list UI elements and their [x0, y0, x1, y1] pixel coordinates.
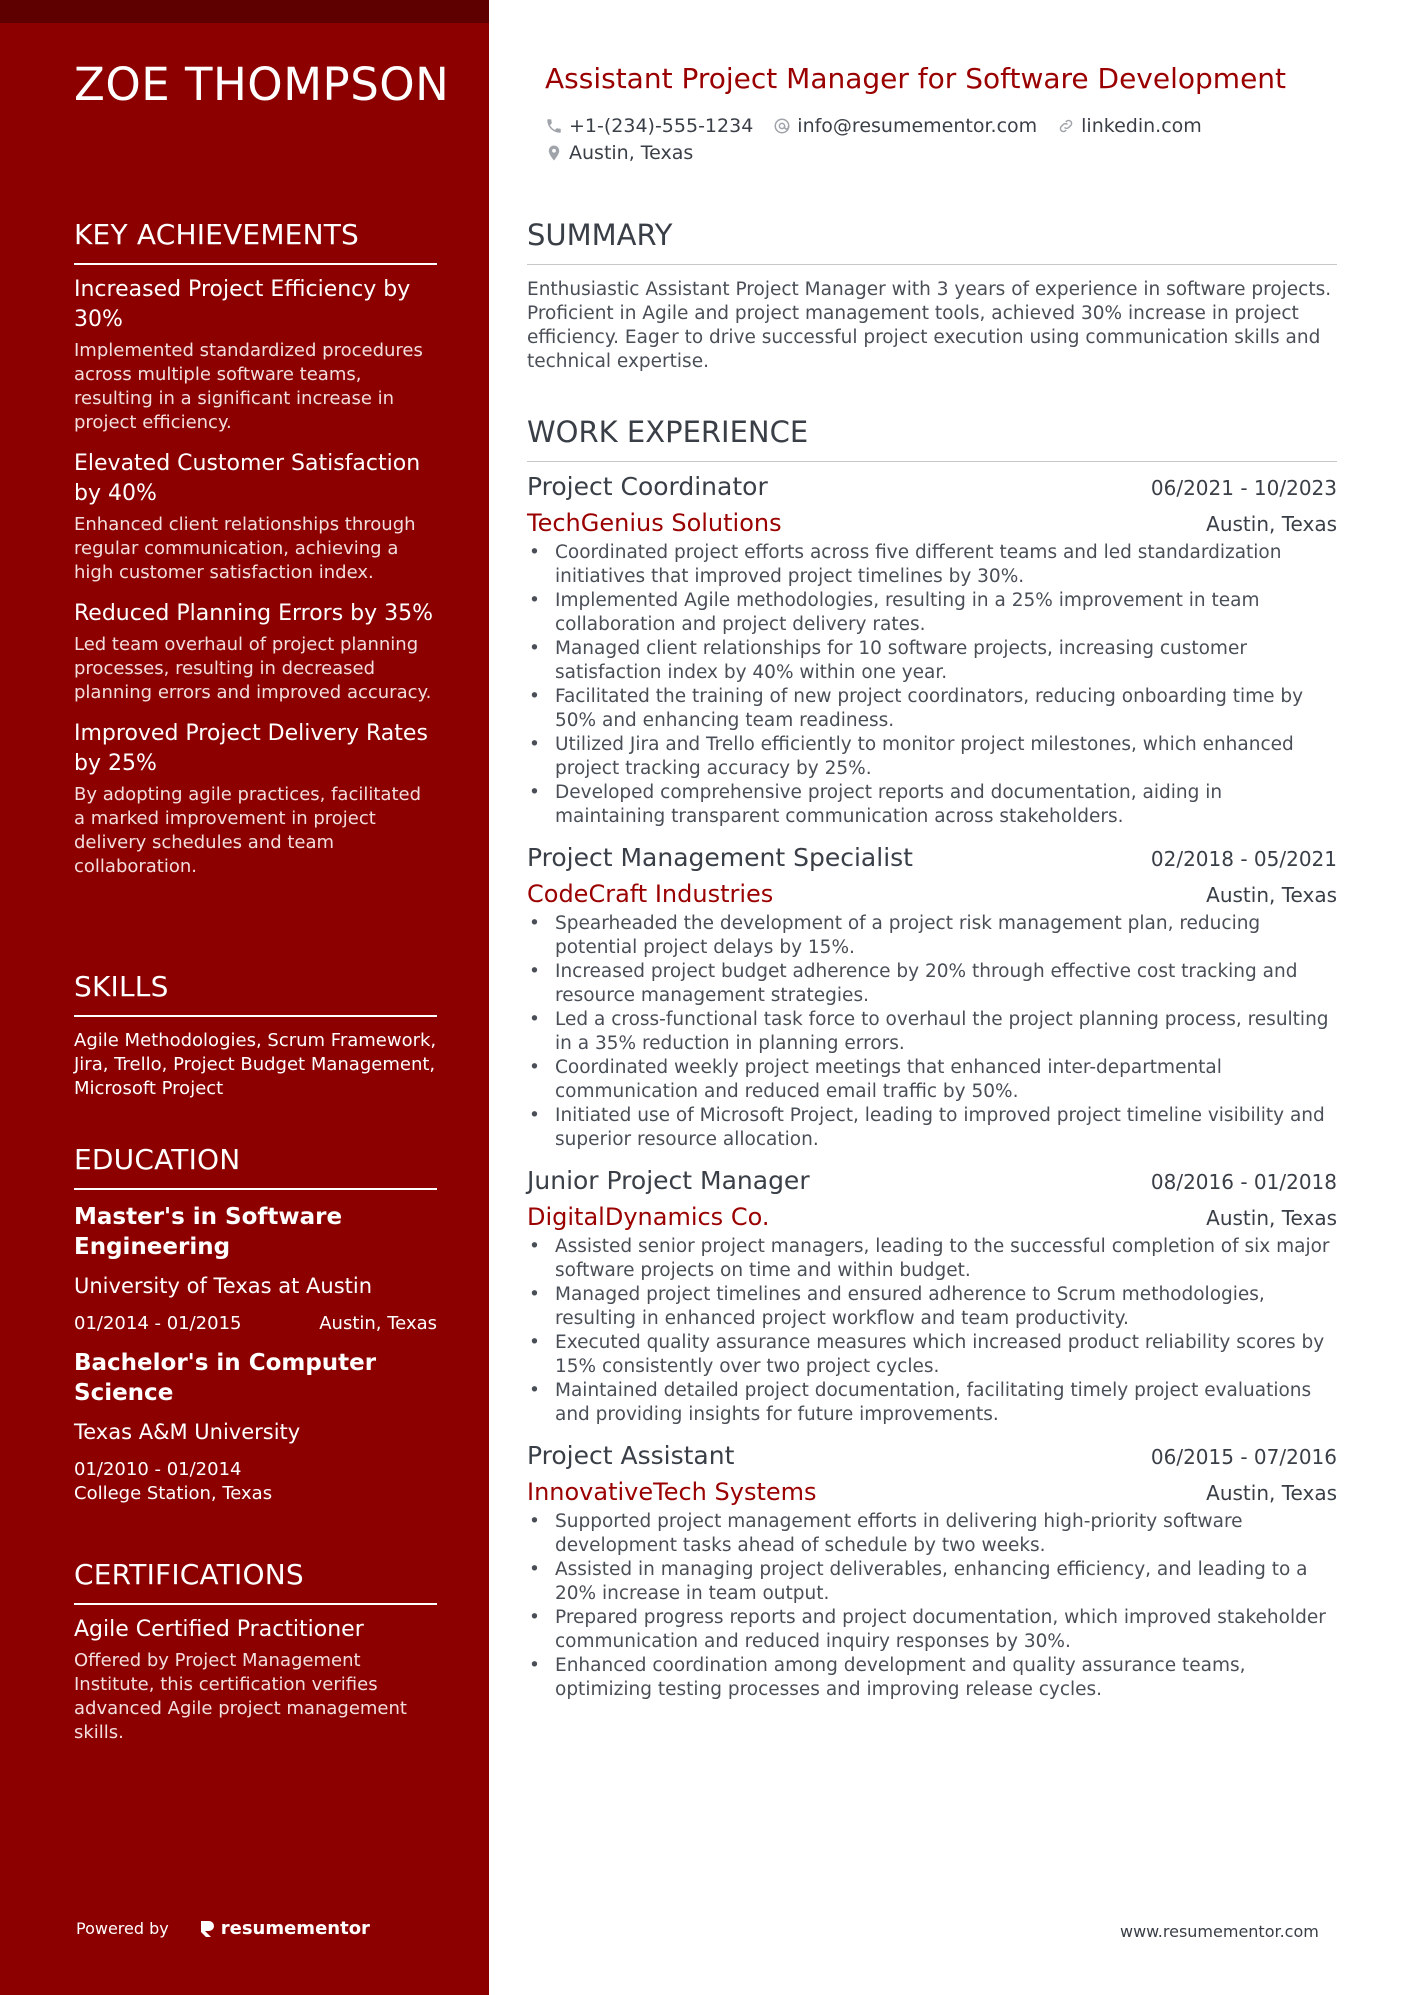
- education-school: Texas A&M University: [74, 1420, 301, 1444]
- job-bullet: • Maintained detailed project documentation, facilitating timely project evaluations and providing insights for future improvements.: [527, 1379, 1337, 1427]
- achievement-item: [74, 275, 437, 435]
- achievement-item: [74, 719, 437, 879]
- job-location: Austin, Texas: [1206, 1206, 1337, 1230]
- job-title: Assistant Project Manager for Software Development: [545, 62, 1287, 95]
- email-text: info@resumementor.com: [797, 114, 1038, 137]
- job-role: Project Assistant: [527, 1441, 735, 1470]
- powered-by-label: Powered by: [76, 1919, 169, 1938]
- achievement-title: Reduced Planning Errors by 35%: [74, 601, 434, 626]
- job-bullet: • Led a cross-functional task force to overhaul the project planning process, resulting in a 35% reduction in planning errors.: [527, 1008, 1337, 1056]
- summary-text: Enthusiastic Assistant Project Manager with 3 years of experience in software projects. Proficient in Agile and project management tools, achieved 30% increase in project efficiency. Eager to drive successful project execution using communication skills and technical expertise.: [527, 279, 1332, 372]
- education-heading: EDUCATION: [74, 1143, 437, 1190]
- location-text: Austin, Texas: [569, 141, 694, 164]
- work-experience-list: [527, 472, 1337, 1716]
- job-company: DigitalDynamics Co.: [527, 1203, 770, 1231]
- achievement-title: Improved Project Delivery Rates by 25%: [74, 721, 428, 776]
- contact-info: [545, 112, 1222, 166]
- achievement-item: [74, 599, 437, 705]
- job-bullet: • Prepared progress reports and project documentation, which improved stakeholder communication and reduced inquiry responses by 30%.: [527, 1606, 1337, 1654]
- job-dates: 02/2018 - 05/2021: [1150, 847, 1337, 871]
- job-location: Austin, Texas: [1206, 883, 1337, 907]
- job-entry: [527, 843, 1337, 1152]
- education-degree: Bachelor's in Computer Science: [74, 1350, 377, 1406]
- job-bullet: • Enhanced coordination among development and quality assurance teams, optimizing testing processes and improving release cycles.: [527, 1654, 1337, 1702]
- footer-website-link[interactable]: www.resumementor.com: [1120, 1922, 1319, 1941]
- achievement-title: Elevated Customer Satisfaction by 40%: [74, 451, 421, 506]
- skills-heading: SKILLS: [74, 970, 437, 1017]
- education-item: [74, 1348, 437, 1506]
- job-location: Austin, Texas: [1206, 512, 1337, 536]
- brand-logo[interactable]: [199, 1918, 370, 1939]
- contact-phone[interactable]: [545, 115, 753, 137]
- job-company: InnovativeTech Systems: [527, 1478, 817, 1506]
- education-dates: 01/2014 - 01/2015: [74, 1313, 242, 1334]
- job-bullet: • Implemented Agile methodologies, resulting in a 25% improvement in team collaboration and project delivery rates.: [527, 589, 1337, 637]
- achievement-desc: Implemented standardized procedures across multiple software teams, resulting in a significant increase in project efficiency.: [74, 340, 423, 433]
- job-entry: [527, 1166, 1337, 1427]
- job-bullet: • Managed client relationships for 10 software projects, increasing customer satisfaction index by 40% within one year.: [527, 637, 1337, 685]
- achievement-item: [74, 449, 437, 585]
- job-bullet: • Utilized Jira and Trello efficiently to monitor project milestones, which enhanced project tracking accuracy by 25%.: [527, 733, 1337, 781]
- job-bullet: • Assisted in managing project deliverables, enhancing efficiency, and leading to a 20% increase in team output.: [527, 1558, 1337, 1606]
- at-icon: [773, 117, 791, 135]
- job-entry: [527, 1441, 1337, 1702]
- linkedin-text: linkedin.com: [1081, 114, 1202, 137]
- job-bullets: [527, 1510, 1337, 1702]
- summary-heading: SUMMARY: [527, 218, 1337, 265]
- job-bullet: • Executed quality assurance measures which increased product reliability scores by 15% consistently over two project cycles.: [527, 1331, 1337, 1379]
- education-dates: 01/2010 - 01/2014: [74, 1459, 242, 1480]
- certifications-section: [74, 1558, 437, 1745]
- brand-name: resumementor: [220, 1918, 370, 1939]
- achievement-desc: Led team overhaul of project planning processes, resulting in decreased planning errors and improved accuracy.: [74, 634, 432, 703]
- contact-row: [545, 112, 1222, 139]
- education-meta: [74, 1312, 437, 1336]
- achievements-section: [74, 218, 437, 879]
- sidebar-top-band: [0, 0, 489, 23]
- certification-desc: Offered by Project Management Institute, this certification verifies advanced Agile project management skills.: [74, 1650, 407, 1743]
- job-bullet: • Increased project budget adherence by 20% through effective cost tracking and resource management strategies.: [527, 960, 1337, 1008]
- contact-row: [545, 139, 1222, 166]
- certifications-heading: CERTIFICATIONS: [74, 1558, 437, 1605]
- achievement-desc: By adopting agile practices, facilitated a marked improvement in project delivery schedules and team collaboration.: [74, 784, 422, 877]
- job-role: Junior Project Manager: [527, 1166, 810, 1195]
- job-bullet: • Developed comprehensive project reports and documentation, aiding in maintaining transparent communication across stakeholders.: [527, 781, 1337, 829]
- brand-logo-icon: [199, 1919, 215, 1939]
- achievement-desc: Enhanced client relationships through regular communication, achieving a high customer satisfaction index.: [74, 514, 416, 583]
- certification-title: Agile Certified Practitioner: [74, 1617, 364, 1642]
- powered-by: [76, 1918, 370, 1939]
- contact-email[interactable]: [773, 115, 1037, 137]
- job-bullets: [527, 912, 1337, 1152]
- skills-list: Agile Methodologies, Scrum Framework, Jira, Trello, Project Budget Management, Microsoft Project: [74, 1030, 437, 1099]
- job-dates: 06/2021 - 10/2023: [1150, 476, 1337, 500]
- job-bullet: • Facilitated the training of new project coordinators, reducing onboarding time by 50% and enhancing team readiness.: [527, 685, 1337, 733]
- job-dates: 06/2015 - 07/2016: [1150, 1445, 1337, 1469]
- job-bullet: • Coordinated project efforts across five different teams and led standardization initiatives that improved project timelines by 30%.: [527, 541, 1337, 589]
- education-school: University of Texas at Austin: [74, 1274, 373, 1298]
- education-location: College Station, Texas: [74, 1483, 273, 1504]
- job-entry: [527, 472, 1337, 829]
- education-location: Austin, Texas: [319, 1313, 437, 1334]
- job-bullets: [527, 1235, 1337, 1427]
- job-bullet: • Coordinated weekly project meetings that enhanced inter-departmental communication and reduced email traffic by 50%.: [527, 1056, 1337, 1104]
- contact-location: [545, 142, 693, 164]
- job-dates: 08/2016 - 01/2018: [1150, 1170, 1337, 1194]
- education-degree: Master's in Software Engineering: [74, 1204, 343, 1260]
- achievement-title: Increased Project Efficiency by 30%: [74, 277, 411, 332]
- job-company: TechGenius Solutions: [527, 509, 782, 537]
- link-icon: [1057, 117, 1075, 135]
- job-bullet: • Initiated use of Microsoft Project, leading to improved project timeline visibility and superior resource allocation.: [527, 1104, 1337, 1152]
- job-bullet: • Managed project timelines and ensured adherence to Scrum methodologies, resulting in enhanced project workflow and team productivity.: [527, 1283, 1337, 1331]
- job-bullets: [527, 541, 1337, 829]
- phone-text: +1-(234)-555-1234: [569, 114, 754, 137]
- job-bullet: • Spearheaded the development of a project risk management plan, reducing potential project delays by 15%.: [527, 912, 1337, 960]
- candidate-name: ZOE THOMPSON: [74, 58, 450, 111]
- job-role: Project Management Specialist: [527, 843, 913, 872]
- contact-linkedin[interactable]: [1057, 115, 1202, 137]
- job-role: Project Coordinator: [527, 472, 768, 501]
- sidebar: [0, 0, 489, 1995]
- achievements-heading: KEY ACHIEVEMENTS: [74, 218, 437, 265]
- job-bullet: • Assisted senior project managers, leading to the successful completion of six major software projects on time and within budget.: [527, 1235, 1337, 1283]
- phone-icon: [545, 117, 563, 135]
- location-pin-icon: [545, 144, 563, 162]
- skills-section: [74, 970, 437, 1101]
- work-experience-heading: WORK EXPERIENCE: [527, 415, 1337, 462]
- job-bullet: • Supported project management efforts in delivering high-priority software development tasks ahead of schedule by two weeks.: [527, 1510, 1337, 1558]
- job-company: CodeCraft Industries: [527, 880, 774, 908]
- job-location: Austin, Texas: [1206, 1481, 1337, 1505]
- certification-item: [74, 1615, 437, 1745]
- education-section: [74, 1143, 437, 1506]
- education-item: [74, 1202, 437, 1336]
